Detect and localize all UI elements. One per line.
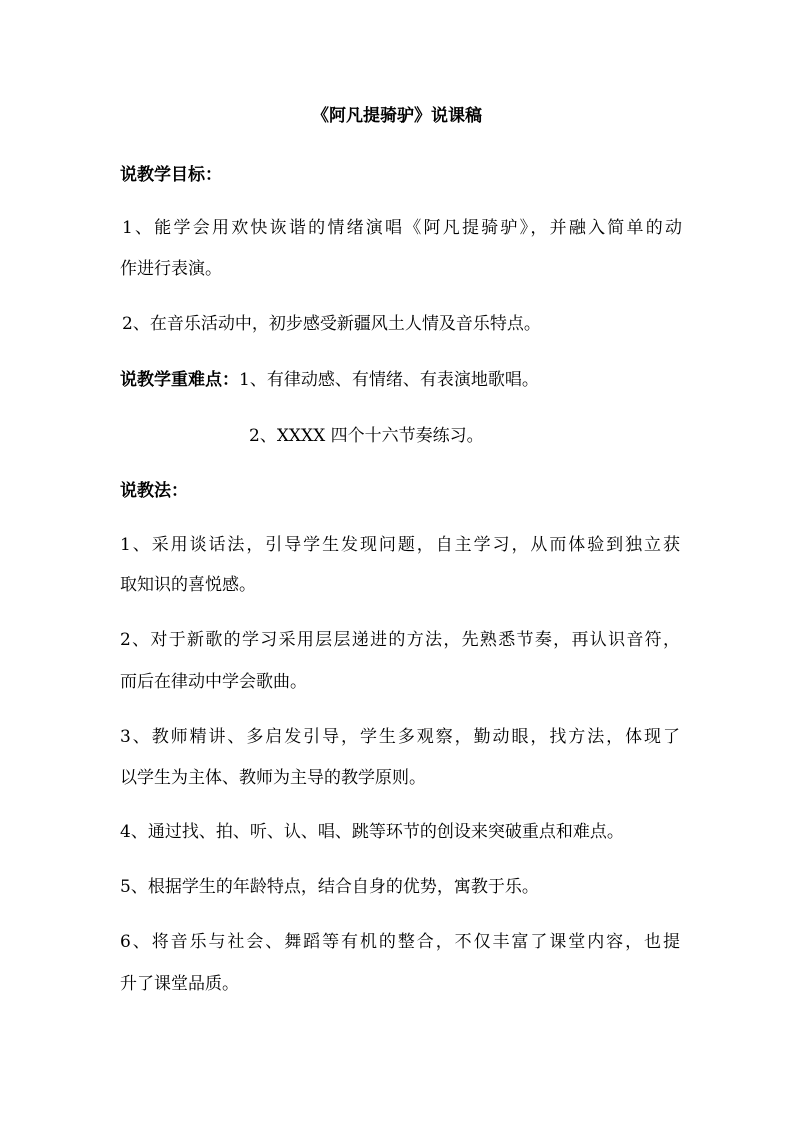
document-title: 《阿凡提骑驴》说课稿 <box>312 106 482 126</box>
method-6-line-2: 升了课堂品质。 <box>120 974 239 994</box>
keypoint-1: 1、有律动感、有情绪、有表演地歌唱。 <box>239 370 539 390</box>
goal-1-line-1: 1、能学会用欢快诙谐的情绪演唱《阿凡提骑驴》，并融入简单的动 <box>122 218 682 238</box>
method-2-line-2: 而后在律动中学会歌曲。 <box>120 672 307 692</box>
method-4: 4、通过找、拍、听、认、唱、跳等环节的创设来突破重点和难点。 <box>120 822 624 842</box>
goal-1-line-2: 作进行表演。 <box>120 259 222 279</box>
method-3-line-2: 以学生为主体、教师为主导的教学原则。 <box>120 768 426 788</box>
method-3-line-1: 3、教师精讲、多启发引导，学生多观察，勤动眼，找方法，体现了 <box>120 727 680 747</box>
method-1-line-1: 1、采用谈话法，引导学生发现问题，自主学习，从而体验到独立获 <box>120 535 680 555</box>
method-6-line-1: 6、将音乐与社会、舞蹈等有机的整合，不仅丰富了课堂内容，也提 <box>120 932 680 952</box>
goal-2: 2、在音乐活动中，初步感受新疆风土人情及音乐特点。 <box>122 314 541 334</box>
keypoints-heading: 说教学重难点： <box>120 370 239 390</box>
keypoint-2: 2、XXXX 四个十六节奏练习。 <box>249 426 484 446</box>
goals-heading: 说教学目标： <box>120 165 222 185</box>
method-5: 5、根据学生的年龄特点，结合自身的优势，寓教于乐。 <box>120 877 539 897</box>
methods-heading: 说教法： <box>120 481 188 501</box>
keypoints-paragraph <box>120 370 680 390</box>
method-2-line-1: 2、对于新歌的学习采用层层递进的方法，先熟悉节奏，再认识音符， <box>120 630 680 650</box>
method-1-line-2: 取知识的喜悦感。 <box>120 575 256 595</box>
